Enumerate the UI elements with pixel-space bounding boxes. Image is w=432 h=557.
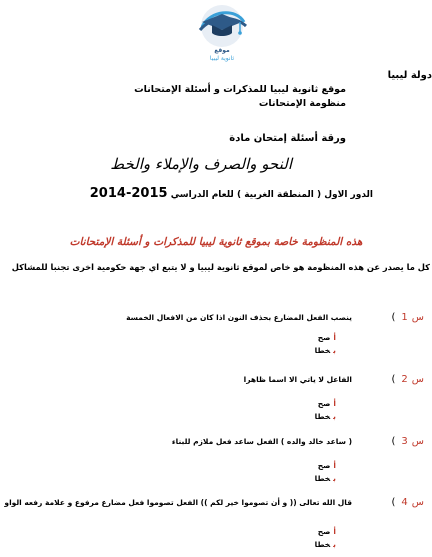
option-a[interactable]: أصح [317,527,336,536]
question-number: س2) [391,374,424,385]
subject-title: النحو والصرف والإملاء والخط [110,155,292,173]
question-4 [0,497,432,557]
question-text: ( ساعد خالد والده ) الفعل ساعد فعل ملازم للبناء [171,437,352,446]
paper-title: ورقة أسئلة إمتحان مادة [229,133,346,144]
term-line [90,186,373,201]
term-year: 2015-2014 [89,186,168,201]
graduation-cap-icon [182,2,262,48]
site-logo [182,2,262,68]
logo-line1: موقع [214,47,230,54]
option-a[interactable]: أصح [317,461,336,470]
option-a[interactable]: أصح [317,333,336,342]
country-title: دولة ليبيا [387,70,432,81]
question-3 [0,436,432,496]
question-number: س3) [391,436,424,447]
question-1 [0,312,432,372]
question-number: س4) [391,497,424,508]
system-banner: هذه المنظومة خاصة بموقع ثانوية ليبيا للمذكرات و أسئلة الإمتحانات [69,236,363,248]
question-number: س1) [391,312,424,323]
option-b[interactable]: بخطا [314,540,336,549]
option-b[interactable]: بخطا [314,474,336,483]
logo-line2: ثانوية ليبيا [209,55,235,62]
term-text: الدور الاول ( المنطقة الغربية ) للعام الدراسي [170,190,373,200]
system-title: منظومة الإمتحانات [258,98,346,109]
question-text: ينصب الفعل المضارع بحذف النون اذا كان من الافعال الخمسة [126,313,352,322]
question-text: قال الله تعالى (( و أن تصوموا خير لكم )) الفعل تصوموا فعل مضارع مرفوع و علامة رفعه الواو [4,498,352,507]
option-a[interactable]: أصح [317,399,336,408]
site-title: موقع ثانوية ليبيا للمذكرات و أسئلة الإمتحانات [134,84,346,95]
question-2 [0,374,432,434]
option-b[interactable]: بخطا [314,412,336,421]
question-text: الفاعل لا ياتي الا اسما ظاهرا [243,375,352,384]
option-b[interactable]: بخطا [314,346,336,355]
disclaimer-notice: كل ما يصدر عن هذه المنظومة هو خاص لموقع ثانوية ليبيا و لا يتبع اي جهة حكومية اخرى تجنبا للمشاكل [11,262,430,272]
